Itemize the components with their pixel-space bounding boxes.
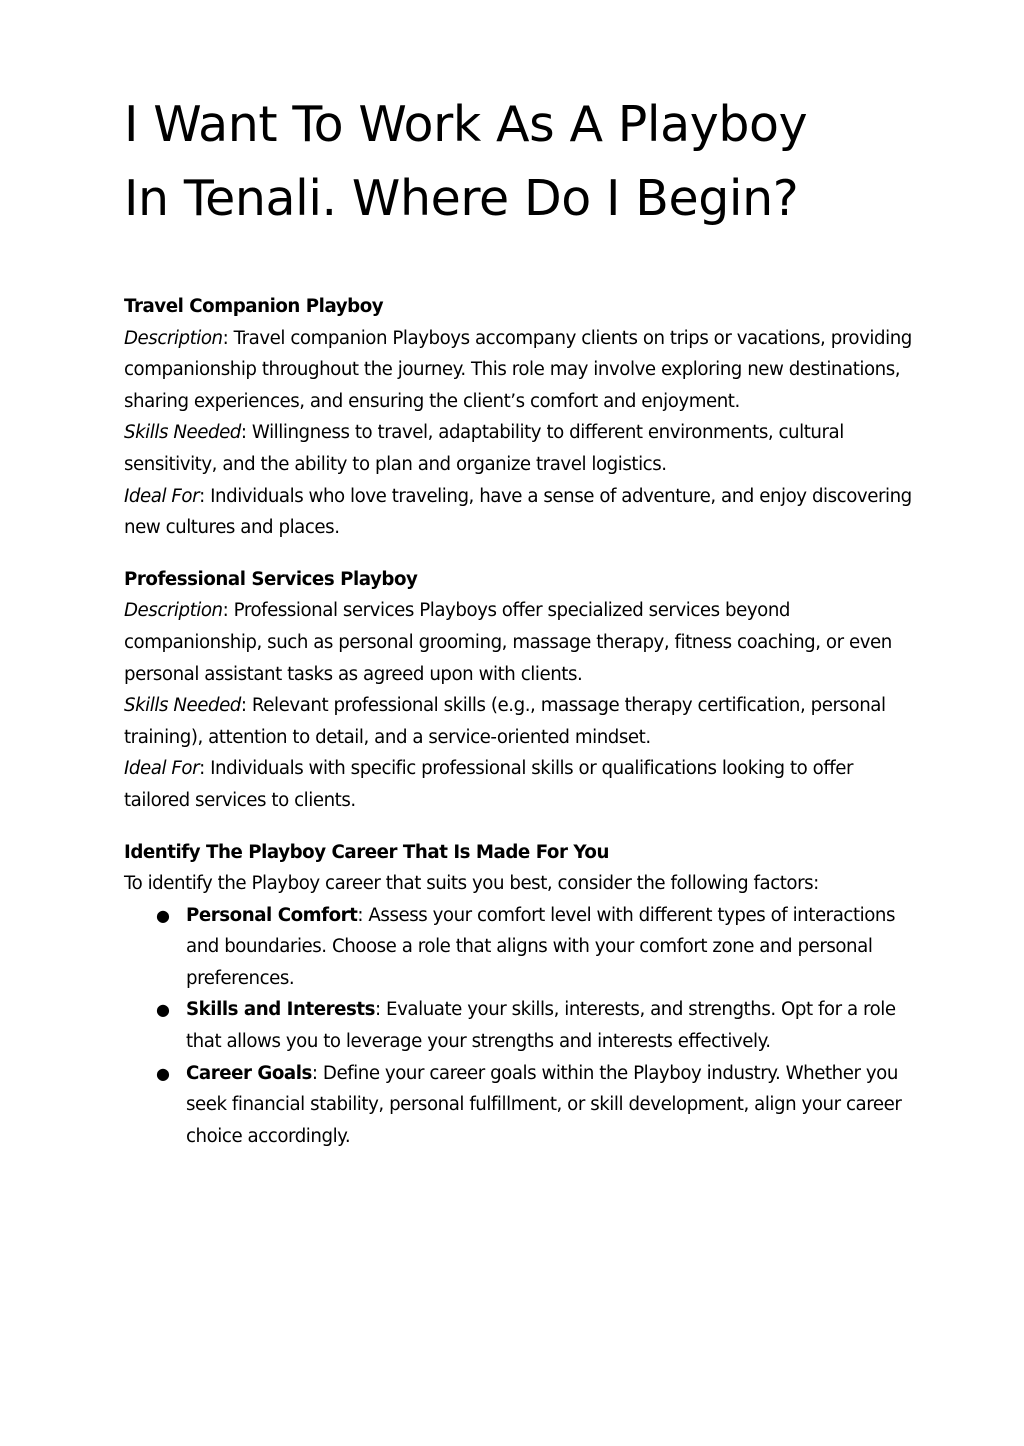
description-paragraph — [124, 595, 914, 690]
factor-term: Personal Comfort — [186, 904, 358, 926]
section-travel-companion — [124, 291, 914, 544]
page-title-line-1: I Want To Work As A Playboy — [124, 96, 808, 153]
bullet-icon: ● — [156, 1063, 170, 1083]
ideal-paragraph — [124, 753, 914, 816]
skills-label: Skills Needed — [124, 695, 241, 717]
bullet-icon: ● — [156, 1000, 170, 1020]
factor-term: Career Goals — [186, 1062, 312, 1084]
factor-text: : Define your career goals within the Playboy industry. Whether you seek financial stability, personal fulfillment, or skill development, align your career choice accordingly. — [186, 1062, 902, 1147]
factors-list — [124, 900, 914, 1153]
factor-term: Skills and Interests — [186, 999, 376, 1021]
skills-text: : Relevant professional skills (e.g., massage therapy certification, personal training), attention to detail, and a service-oriented mindset. — [124, 695, 886, 748]
description-text: : Travel companion Playboys accompany clients on trips or vacations, providing companionship throughout the journey. This role may involve exploring new destinations, sharing experiences, and ensuring the client’s comfort and enjoyment. — [124, 327, 912, 412]
description-label: Description — [124, 600, 223, 622]
skills-label: Skills Needed — [124, 422, 241, 444]
skills-paragraph — [124, 417, 914, 480]
section-heading: Professional Services Playboy — [124, 568, 418, 590]
ideal-text: : Individuals with specific professional skills or qualifications looking to offer tailored services to clients. — [124, 758, 854, 811]
section-identify-career — [124, 837, 914, 1153]
page-title — [124, 88, 914, 236]
section-heading: Identify The Playboy Career That Is Made For You — [124, 841, 609, 863]
list-item — [124, 994, 914, 1057]
intro-paragraph: To identify the Playboy career that suits you best, consider the following factors: — [124, 873, 819, 895]
document-body — [124, 291, 914, 1172]
list-item — [124, 900, 914, 995]
ideal-label: Ideal For — [124, 485, 200, 507]
factor-text: : Assess your comfort level with different types of interactions and boundaries. Choose a role that aligns with your comfort zone and personal preferences. — [186, 904, 896, 989]
ideal-text: : Individuals who love traveling, have a sense of adventure, and enjoy discovering new cultures and places. — [124, 485, 912, 539]
description-paragraph — [124, 323, 914, 418]
section-heading: Travel Companion Playboy — [124, 296, 384, 317]
skills-paragraph — [124, 690, 914, 753]
bullet-icon: ● — [156, 905, 170, 925]
list-item — [124, 1058, 914, 1153]
factor-text: : Evaluate your skills, interests, and strengths. Opt for a role that allows you to leverage your strengths and interests effectively. — [186, 999, 896, 1053]
description-label: Description — [124, 327, 223, 349]
section-professional-services — [124, 564, 914, 817]
description-text: : Professional services Playboys offer specialized services beyond companionship, such as personal grooming, massage therapy, fitness coaching, or even personal assistant tasks as agreed upon with clients. — [124, 600, 892, 685]
ideal-paragraph — [124, 481, 914, 544]
page-title-line-2: In Tenali. Where Do I Begin? — [124, 170, 799, 227]
ideal-label: Ideal For — [124, 758, 200, 780]
skills-text: : Willingness to travel, adaptability to different environments, cultural sensitivity, and the ability to plan and organize travel logistics. — [124, 422, 844, 475]
